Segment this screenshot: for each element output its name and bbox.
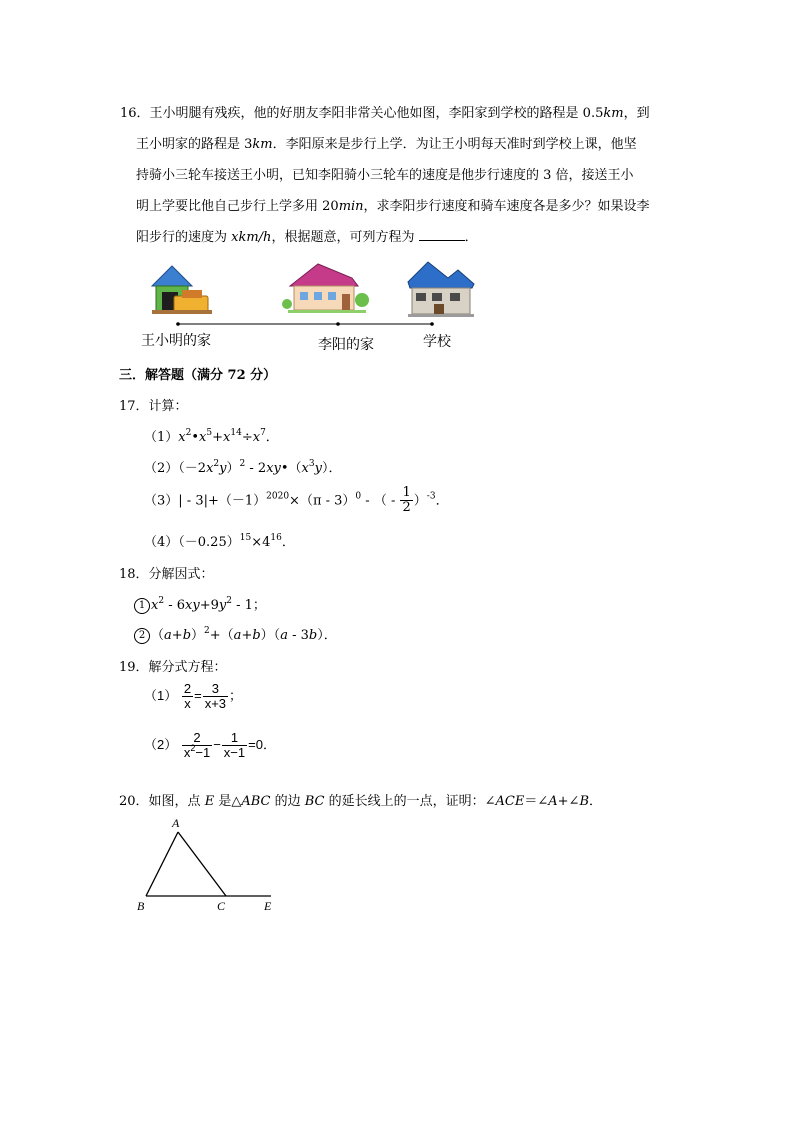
q16-line3: 持骑小三轮车接送王小明，已知李阳骑小三轮车的速度是他步行速度的 3 倍，接送王小 [136,168,634,183]
school-building-icon [408,262,474,317]
fraction-one-half: $\frac{1}{2}$ [402,485,411,516]
q17-part3: $(3)| - 3|+(-1)^{2020}\times(\pi - 3)^0$ - （ - $\frac{1}{2}$ ）$^{-3}$． [144,485,449,516]
q17-part1: $(1)x^2•x^5+x^{14}\div x^7$． [144,428,279,445]
frac-1-over-x-minus-1: $\frac{1}{x-1}$ [223,730,246,761]
q16-line2: 王小明家的路程是 3km．李阳原来是步行上学．为让王小明每天准时到学校上课，他坚 [136,137,637,152]
houses-illustration [148,260,478,322]
q18-part2: 2 $(a+b)^2+(a+b)(a - 3b)$． [134,624,337,644]
triangle-diagram [134,814,284,914]
q20-text: 20．如图，点 E 是△ABC 的边 BC 的延长线上的一点，证明：∠ACE＝∠A+∠B． [119,794,603,809]
circled-number-2: 2 [134,628,150,644]
q16-line1: 16．王小明腿有残疾，他的好朋友李阳非常关心他如图，李阳家到学校的路程是 0.5km，到 [120,106,650,121]
label-li-home: 李阳的家 [318,336,374,352]
frac-2-over-x-squared-minus-1: $\frac{2}{x^2-1}$ [183,730,211,761]
vertex-label-E: E [264,899,272,913]
route-line [170,318,440,330]
answer-blank [419,228,465,241]
section-title: 三．解答题（满分 72 分） [119,368,277,383]
vertex-label-A: A [172,816,180,830]
li-point [336,322,340,326]
q16-line4: 明上学要比他自己步行上学多用 20min，求李阳步行速度和骑车速度各是多少？如果设李 [136,199,650,214]
q19-title: 19．解分式方程： [119,660,227,675]
side-AC [178,832,226,896]
q18-title: 18．分解因式： [119,567,214,582]
q19-part2: （2） $\frac{2}{x^2-1}$ − $\frac{1}{x-1}$ =0． [144,730,276,761]
school-point [430,322,434,326]
frac-3-over-x-plus-3: $\frac{3}{x+3}$ [204,681,227,712]
wang-point [176,322,180,326]
vertex-label-C: C [217,899,226,913]
q17-title: 17．计算： [119,399,188,414]
label-wang-home: 王小明的家 [141,332,211,348]
q18-part1: 1 $x^2 - 6xy+9y^2 - 1$； [134,594,266,614]
vertex-label-B: B [137,899,145,913]
frac-2-over-x: $\frac{2}{x}$ [183,681,192,712]
wang-house-icon [152,266,212,314]
q19-part1: （1） $\frac{2}{x}$ = $\frac{3}{x+3}$ ； [144,681,243,712]
li-house-icon [282,264,369,313]
label-school: 学校 [423,333,451,349]
side-AB [146,832,178,896]
q17-part4: $(4)(-0.25)^{15}\times 4^{16}$． [144,533,295,550]
q17-part2: $(2)(-2x^2y)^2$ - $2xy•(x^3y)$． [144,459,342,476]
circled-number-1: 1 [134,598,150,614]
q16-line5: 阳步行的速度为 xkm/h，根据题意，可列方程为 ． [136,230,478,245]
